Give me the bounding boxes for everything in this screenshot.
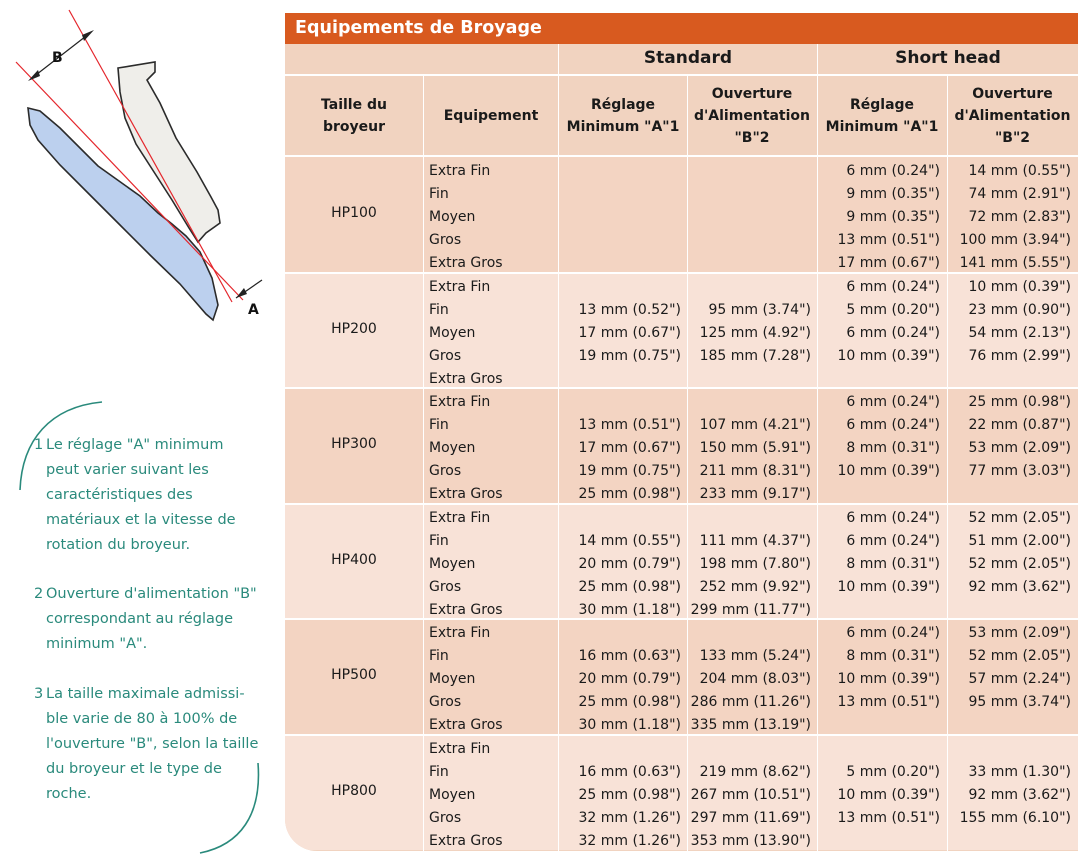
value-cell-sh-b: 141 mm (5.55") [959, 255, 1071, 271]
value-cell-std-a: 32 mm (1.26") [578, 810, 681, 826]
equipment-label: Extra Gros [429, 602, 503, 618]
crusher-cavity-diagram [0, 0, 285, 330]
value-cell-sh-a: 13 mm (0.51") [837, 232, 940, 248]
note-line: caractéristiques des [46, 487, 193, 503]
value-cell-sh-b: 74 mm (2.91") [968, 186, 1071, 202]
value-cell-sh-b: 52 mm (2.05") [968, 648, 1071, 664]
value-cell-std-a: 25 mm (0.98") [578, 579, 681, 595]
value-cell-sh-b: 155 mm (6.10") [959, 810, 1071, 826]
equipment-label: Gros [429, 463, 462, 479]
header-sh-ouverture [947, 77, 1078, 155]
group-header-standard: Standard [643, 48, 733, 68]
value-cell-sh-a: 10 mm (0.39") [837, 671, 940, 687]
dimension-b-label: B [52, 50, 63, 66]
value-cell-std-a: 20 mm (0.79") [578, 671, 681, 687]
value-cell-sh-a: 6 mm (0.24") [846, 394, 940, 410]
value-cell-sh-a: 13 mm (0.51") [837, 694, 940, 710]
value-cell-std-b: 107 mm (4.21") [699, 417, 811, 433]
value-cell-std-a: 20 mm (0.79") [578, 556, 681, 572]
note-line: minimum "A". [46, 636, 148, 652]
value-cell-sh-a: 10 mm (0.39") [837, 348, 940, 364]
value-cell-sh-b: 92 mm (3.62") [968, 787, 1071, 803]
equipment-label: Extra Gros [429, 717, 503, 733]
value-cell-sh-a: 10 mm (0.39") [837, 787, 940, 803]
value-cell-sh-a: 5 mm (0.20") [846, 302, 940, 318]
value-cell-sh-b: 77 mm (3.03") [968, 463, 1071, 479]
value-cell-sh-b: 52 mm (2.05") [968, 510, 1071, 526]
note-line: correspondant au réglage [46, 611, 233, 627]
equipment-label: Extra Gros [429, 371, 503, 387]
equipment-table [285, 13, 1078, 851]
equipment-label: Fin [429, 186, 449, 202]
value-cell-sh-b: 51 mm (2.00") [968, 533, 1071, 549]
equipment-label: Extra Gros [429, 255, 503, 271]
dimension-b-arrow-1 [28, 70, 40, 81]
column-divider [687, 75, 688, 851]
table-row-group [285, 388, 1078, 503]
value-cell-std-a: 25 mm (0.98") [578, 486, 681, 502]
equipment-label: Moyen [429, 787, 476, 803]
value-cell-std-a: 32 mm (1.26") [578, 833, 681, 849]
value-cell-std-b: 211 mm (8.31") [699, 463, 811, 479]
equipment-label: Extra Fin [429, 625, 491, 641]
value-cell-std-b: 252 mm (9.92") [699, 579, 811, 595]
equipment-label: Moyen [429, 325, 476, 341]
equipment-label: Fin [429, 764, 449, 780]
value-cell-std-a: 16 mm (0.63") [578, 764, 681, 780]
value-cell-std-b: 233 mm (9.17") [699, 486, 811, 502]
value-cell-sh-a: 6 mm (0.24") [846, 510, 940, 526]
header-std-ouverture [687, 77, 817, 155]
value-cell-sh-b: 25 mm (0.98") [968, 394, 1071, 410]
equipment-label: Moyen [429, 671, 476, 687]
model-name: HP300 [331, 436, 377, 452]
value-cell-std-b: 133 mm (5.24") [699, 648, 811, 664]
equipment-label: Moyen [429, 209, 476, 225]
value-cell-sh-a: 6 mm (0.24") [846, 417, 940, 433]
value-cell-sh-a: 10 mm (0.39") [837, 463, 940, 479]
model-name: HP500 [331, 667, 377, 683]
row-group-divider [285, 272, 1078, 274]
value-cell-sh-a: 17 mm (0.67") [837, 255, 940, 271]
column-divider [423, 75, 424, 851]
value-cell-std-a: 30 mm (1.18") [578, 602, 681, 618]
model-name: HP100 [331, 205, 377, 221]
value-cell-std-b: 111 mm (4.37") [699, 533, 811, 549]
value-cell-std-a: 14 mm (0.55") [578, 533, 681, 549]
red-line-upper [69, 10, 232, 302]
note-line: roche. [46, 786, 92, 802]
value-cell-sh-b: 57 mm (2.24") [968, 671, 1071, 687]
value-cell-std-b: 204 mm (8.03") [699, 671, 811, 687]
header-line: Minimum "A"1 [825, 119, 939, 135]
value-cell-sh-b: 100 mm (3.94") [959, 232, 1071, 248]
header-line: Réglage [849, 97, 915, 113]
value-cell-std-b: 150 mm (5.91") [699, 440, 811, 456]
value-cell-sh-b: 76 mm (2.99") [968, 348, 1071, 364]
header-line: Taille du [321, 97, 387, 113]
note-number: 2 [34, 586, 44, 602]
value-cell-std-a: 17 mm (0.67") [578, 440, 681, 456]
equipment-label: Gros [429, 232, 462, 248]
row-group-divider [285, 387, 1078, 389]
note-line: Ouverture d'alimentation "B" [46, 586, 257, 602]
header-std-reglage [559, 77, 687, 155]
value-cell-std-b: 267 mm (10.51") [690, 787, 811, 803]
equipment-label: Extra Fin [429, 163, 491, 179]
value-cell-std-b: 198 mm (7.80") [699, 556, 811, 572]
equipment-label: Moyen [429, 440, 476, 456]
value-cell-sh-b: 54 mm (2.13") [968, 325, 1071, 341]
row-group-divider [285, 503, 1078, 505]
value-cell-sh-a: 8 mm (0.31") [846, 556, 940, 572]
column-divider [817, 44, 818, 851]
note-line: peut varier suivant les [46, 462, 209, 478]
value-cell-sh-a: 6 mm (0.24") [846, 325, 940, 341]
table-row-group [285, 504, 1078, 619]
model-name: HP400 [331, 552, 377, 568]
table-row-group [285, 157, 1078, 272]
column-divider [558, 44, 559, 851]
equipment-label: Gros [429, 694, 462, 710]
value-cell-std-b: 219 mm (8.62") [699, 764, 811, 780]
row-group-divider [285, 618, 1078, 620]
dimension-a-label: A [248, 302, 259, 318]
note-line: La taille maximale admissi- [46, 686, 245, 702]
value-cell-std-b: 95 mm (3.74") [708, 302, 811, 318]
header-divider [285, 74, 1078, 76]
value-cell-std-a: 25 mm (0.98") [578, 787, 681, 803]
note-number: 1 [34, 437, 44, 453]
value-cell-sh-b: 95 mm (3.74") [968, 694, 1071, 710]
equipment-label: Extra Fin [429, 394, 491, 410]
value-cell-std-b: 353 mm (13.90") [690, 833, 811, 849]
value-cell-std-b: 125 mm (4.92") [699, 325, 811, 341]
value-cell-sh-b: 33 mm (1.30") [968, 764, 1071, 780]
equipment-label: Fin [429, 648, 449, 664]
header-line: d'Alimentation [954, 108, 1071, 124]
value-cell-std-a: 19 mm (0.75") [578, 463, 681, 479]
value-cell-std-a: 13 mm (0.52") [578, 302, 681, 318]
header-line: broyeur [322, 119, 386, 135]
value-cell-sh-b: 23 mm (0.90") [968, 302, 1071, 318]
note-line: ble varie de 80 à 100% de [46, 711, 238, 727]
equipment-label: Gros [429, 579, 462, 595]
value-cell-sh-a: 9 mm (0.35") [846, 209, 940, 225]
value-cell-std-a: 17 mm (0.67") [578, 325, 681, 341]
footnotes-panel [0, 395, 290, 855]
dimension-a-arrow [236, 288, 247, 298]
value-cell-std-b: 297 mm (11.69") [690, 810, 811, 826]
value-cell-std-b: 286 mm (11.26") [690, 694, 811, 710]
value-cell-sh-b: 52 mm (2.05") [968, 556, 1071, 572]
dimension-b-arrow-2 [82, 30, 94, 41]
value-cell-sh-a: 8 mm (0.31") [846, 440, 940, 456]
header-line: "B"2 [734, 130, 770, 146]
group-header-shorthead: Short head [895, 48, 1001, 68]
equipment-label: Extra Fin [429, 279, 491, 295]
value-cell-std-b: 299 mm (11.77") [690, 602, 811, 618]
equipment-label: Fin [429, 533, 449, 549]
equipment-label: Extra Gros [429, 486, 503, 502]
value-cell-sh-b: 14 mm (0.55") [968, 163, 1071, 179]
header-equipement [423, 77, 559, 155]
header-line: Equipement [443, 108, 539, 124]
value-cell-sh-a: 6 mm (0.24") [846, 279, 940, 295]
table-row-group [285, 619, 1078, 734]
note-line: matériaux et la vitesse de [46, 512, 236, 528]
table-title: Equipements de Broyage [295, 18, 542, 38]
value-cell-sh-b: 53 mm (2.09") [968, 440, 1071, 456]
note-1 [34, 433, 236, 558]
column-divider [947, 75, 948, 851]
value-cell-sh-a: 6 mm (0.24") [846, 163, 940, 179]
header-sh-reglage [818, 77, 946, 155]
table-row-group [285, 735, 1078, 850]
header-line: Réglage [590, 97, 656, 113]
equipment-label: Extra Fin [429, 741, 491, 757]
value-cell-std-a: 25 mm (0.98") [578, 694, 681, 710]
value-cell-std-b: 185 mm (7.28") [699, 348, 811, 364]
value-cell-std-b: 335 mm (13.19") [690, 717, 811, 733]
header-line: "B"2 [995, 130, 1030, 146]
equipment-label: Extra Gros [429, 833, 503, 849]
value-cell-sh-a: 9 mm (0.35") [846, 186, 940, 202]
value-cell-sh-a: 6 mm (0.24") [846, 625, 940, 641]
value-cell-std-a: 19 mm (0.75") [578, 348, 681, 364]
model-name: HP200 [331, 321, 377, 337]
note-line: rotation du broyeur. [46, 537, 191, 553]
equipment-label: Gros [429, 810, 462, 826]
table-title-bar [285, 13, 1078, 44]
header-line: Minimum "A"1 [566, 119, 680, 135]
note-3 [34, 682, 258, 807]
value-cell-std-a: 30 mm (1.18") [578, 717, 681, 733]
value-cell-sh-a: 5 mm (0.20") [846, 764, 940, 780]
value-cell-sh-b: 53 mm (2.09") [968, 625, 1071, 641]
equipment-label: Fin [429, 417, 449, 433]
header-taille [285, 77, 423, 155]
value-cell-std-a: 13 mm (0.51") [578, 417, 681, 433]
value-cell-sh-b: 10 mm (0.39") [968, 279, 1071, 295]
value-cell-std-a: 16 mm (0.63") [578, 648, 681, 664]
header-bottom-divider [285, 155, 1078, 157]
equipment-label: Fin [429, 302, 449, 318]
value-cell-sh-a: 10 mm (0.39") [837, 579, 940, 595]
value-cell-sh-b: 92 mm (3.62") [968, 579, 1071, 595]
value-cell-sh-b: 22 mm (0.87") [968, 417, 1071, 433]
value-cell-sh-b: 72 mm (2.83") [968, 209, 1071, 225]
equipment-label: Extra Fin [429, 510, 491, 526]
model-name: HP800 [331, 783, 377, 799]
header-line: Ouverture [972, 86, 1053, 102]
note-line: du broyeur et le type de [46, 761, 222, 777]
table-row-group [285, 273, 1078, 388]
equipment-label: Moyen [429, 556, 476, 572]
value-cell-sh-a: 8 mm (0.31") [846, 648, 940, 664]
header-line: Ouverture [711, 86, 793, 102]
value-cell-sh-a: 13 mm (0.51") [837, 810, 940, 826]
note-line: l'ouverture "B", selon la taille [46, 736, 259, 752]
note-number: 3 [34, 686, 44, 702]
header-line: d'Alimentation [693, 108, 810, 124]
row-group-divider [285, 734, 1078, 736]
note-2 [34, 582, 257, 657]
note-line: Le réglage "A" minimum [46, 437, 224, 453]
value-cell-sh-a: 6 mm (0.24") [846, 533, 940, 549]
equipment-label: Gros [429, 348, 462, 364]
